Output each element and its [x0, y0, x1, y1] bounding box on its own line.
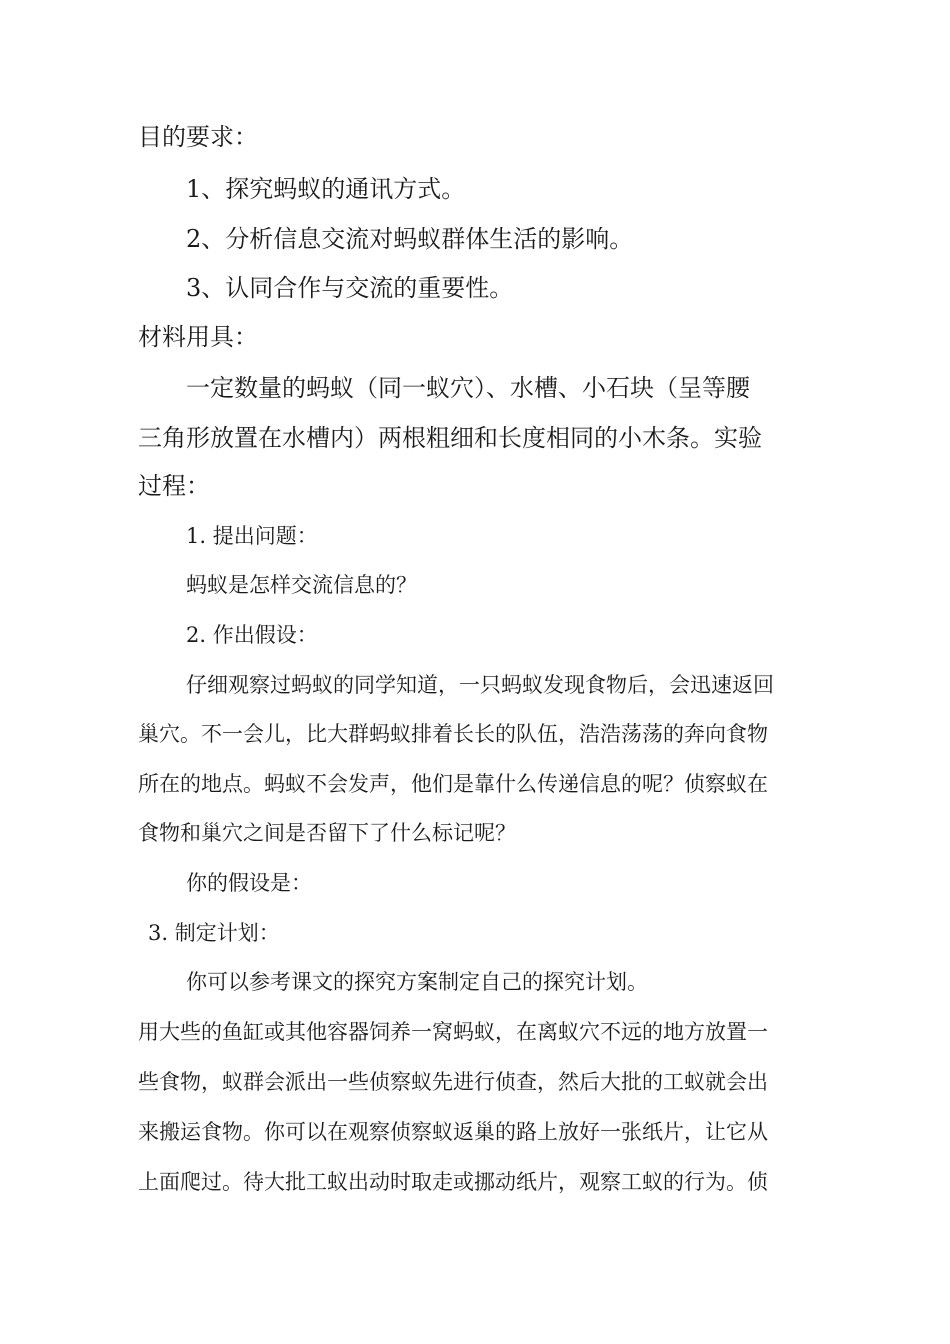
purpose-heading: 目的要求：: [138, 123, 258, 151]
purpose-item-1: 1、探究蚂蚁的通讯方式。: [186, 175, 466, 203]
materials-line-1: 一定数量的蚂蚁（同一蚁穴）、水槽、小石块（呈等腰: [186, 374, 750, 402]
materials-line-2: 三角形放置在水槽内）两根粗细和长度相同的小木条。实验: [138, 424, 762, 452]
materials-line-3: 过程：: [138, 472, 210, 500]
step3-line-4: 上面爬过。待大批工蚁出动时取走或挪动纸片，观察工蚁的行为。侦: [138, 1170, 768, 1194]
materials-heading: 材料用具：: [138, 323, 258, 351]
step3-title: 3. 制定计划：: [148, 921, 280, 945]
step3-line-3: 来搬运食物。你可以在观察侦察蚁返巢的路上放好一张纸片，让它从: [138, 1120, 768, 1144]
step2-title: 2. 作出假设：: [186, 623, 318, 647]
purpose-item-2: 2、分析信息交流对蚂蚁群体生活的影响。: [186, 225, 634, 253]
step1-title: 1. 提出问题：: [186, 524, 318, 548]
hypothesis-prompt: 你的假设是：: [186, 871, 312, 895]
purpose-item-3: 3、认同合作与交流的重要性。: [186, 274, 514, 302]
step1-text: 蚂蚁是怎样交流信息的？: [186, 573, 417, 597]
step2-line-3: 所在的地点。蚂蚁不会发声，他们是靠什么传递信息的呢？侦察蚁在: [138, 772, 768, 796]
step3-intro: 你可以参考课文的探究方案制定自己的探究计划。: [186, 970, 648, 994]
step2-line-2: 巢穴。不一会儿，比大群蚂蚁排着长长的队伍，浩浩荡荡的奔向食物: [138, 722, 768, 746]
step3-line-1: 用大些的鱼缸或其他容器饲养一窝蚂蚁，在离蚁穴不远的地方放置一: [138, 1020, 768, 1044]
step3-line-2: 些食物，蚁群会派出一些侦察蚁先进行侦查，然后大批的工蚁就会出: [138, 1070, 768, 1094]
step2-line-1: 仔细观察过蚂蚁的同学知道，一只蚂蚁发现食物后，会迅速返回: [186, 673, 774, 697]
step2-line-4: 食物和巢穴之间是否留下了什么标记呢？: [138, 821, 516, 845]
